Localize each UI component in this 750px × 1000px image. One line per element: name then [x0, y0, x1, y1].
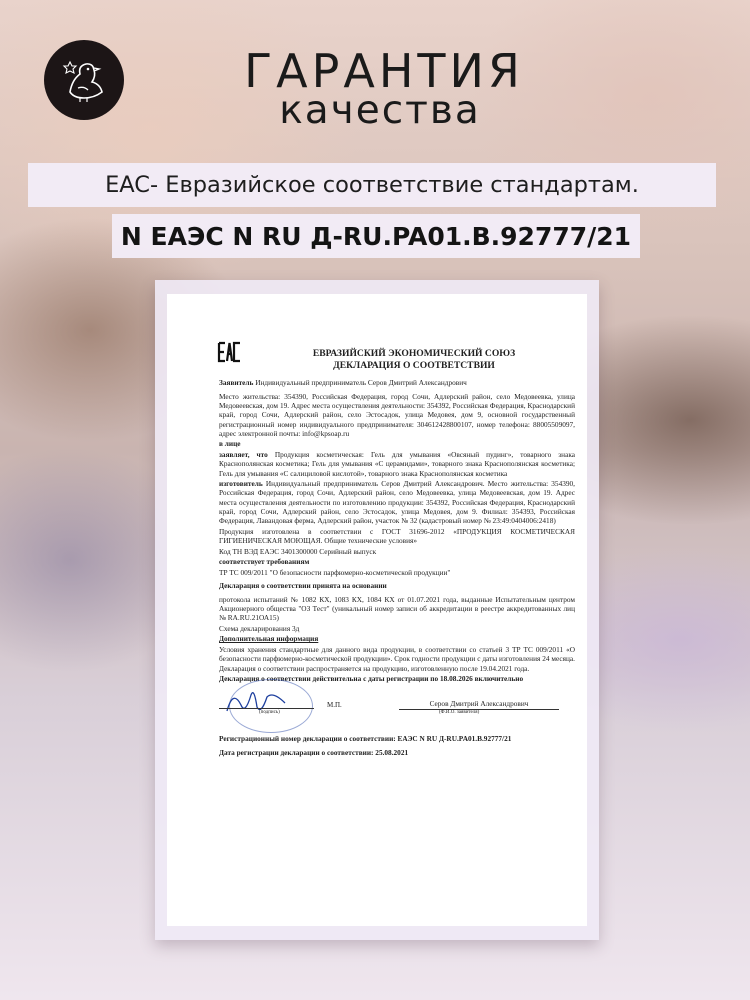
- signature-caption: (подпись): [259, 710, 280, 716]
- declaration-number-text: N ЕАЭС N RU Д-RU.PA01.B.92777/21: [120, 221, 632, 251]
- page-subtitle: качества: [279, 88, 481, 133]
- declaration-document: [167, 294, 587, 926]
- registration-number: Регистрационный номер декларации о соответствии: ЕАЭС N RU Д-RU.PA01.B.92777/21: [219, 734, 512, 744]
- certificate-frame: [155, 280, 599, 940]
- eac-description-text: EAC- Евразийское соответствие стандартам.: [105, 172, 639, 198]
- document-body: [219, 378, 575, 759]
- code-text: Код ТН ВЭД ЕАЭС 3401300000 Серийный выпуск: [219, 546, 377, 556]
- basis-label: Декларация о соответствии принята на основании: [219, 581, 387, 591]
- seal-label: М.П.: [327, 701, 342, 710]
- signature-line: [219, 708, 314, 709]
- applicant-text: Индивидуальный предприниматель Серов Дмитрий Александрович: [255, 378, 467, 387]
- declares-text: Продукция косметическая: Гель для умывания «Овсяный пудинг», товарного знака Краснополянская косметика; Гель для умывания «С церамидами», товарного знака Краснополянская косметика; Гель для умывания «С салициловой кислотой», товарного знака Краснополянская косметика: [219, 449, 575, 478]
- declaration-title: ДЕКЛАРАЦИЯ О СООТВЕТСТВИИ: [333, 359, 495, 371]
- extra-text: Условия хранения стандартные для данного вида продукции, в соответствии со статьей 3 ТР ТС 009/2011 «О безопасности парфюмерно-косметической продукции». Срок годности продукции с даты изготовления 24 месяца. Декларация о соответствии распространяется на продукцию, изготовленную после 19.04.2021 года.: [219, 644, 575, 673]
- maker-text: Индивидуальный предприниматель Серов Дмитрий Александрович. Место жительства: 354390, Российская Федерация, город Сочи, Адлерский район, село Медовеевка, улица Медовеевская, дом 19. Адрес места осуществления деятельности по изготовлению продукции: 354392, Российская Федерация, Краснодарский край, город Сочи, Адлерский район, село Эстосадок, улица Медовея, дом 9. Филиал: 354393, Российская Федерация, Лавандовая ферма, Адлерский район, участок № 32 (кадастровый номер № 23:49:0404006:2418): [219, 479, 575, 526]
- gost-text: Продукция изготовлена в соответствии с ГОСТ 31696-2012 «ПРОДУКЦИЯ КОСМЕТИЧЕСКАЯ ГИГИЕНИЧЕСКАЯ МОЮЩАЯ. Общие технические условия»: [219, 526, 575, 546]
- signature-block: [219, 693, 575, 731]
- in-person-label: в лице: [219, 439, 241, 449]
- fio-caption: (Ф.И.О. заявителя): [439, 710, 480, 716]
- declares-label: заявляет, что: [219, 449, 268, 459]
- document-header: [229, 348, 599, 371]
- scheme-text: Схема декларирования 3д: [219, 623, 300, 633]
- registration-date: Дата регистрации декларации о соответствии: 25.08.2021: [219, 747, 409, 757]
- eac-description-banner: [28, 163, 716, 207]
- basis-text: протокола испытаний № 1082 КХ, 1083 КХ, 1084 КХ от 01.07.2021 года, выданные Испытательным центром Акционерного общества "ОЗ Тест" (уникальный номер записи об аккредитации в реестре аккредитованных лиц № RA.RU.21ОА15): [219, 594, 575, 623]
- applicant-label: Заявитель: [219, 378, 254, 387]
- signer-name: Серов Дмитрий Александрович: [399, 699, 559, 709]
- validity-text: Декларация о соответствии действительна с даты регистрации по 18.08.2026 включительно: [219, 674, 524, 684]
- residence-text: Место жительства: 354390, Российская Федерация, город Сочи, Адлерский район, село Медовеевка, улица Медовеевская, дом 19. Адрес места осуществления деятельности: 354392, Российская Федерация, Краснодарский край, город Сочи, Адлерский район, село Эстосадок, улица Медовея, дом 9, основной государственный регистрационный номер индивидуального предпринимателя: 304612428800107, номер телефона: 88005509097, адрес электронной почты: info@kpsoap.ru: [219, 391, 575, 438]
- union-title: ЕВРАЗИЙСКИЙ ЭКОНОМИЧЕСКИЙ СОЮЗ: [312, 348, 516, 359]
- maker-label: изготовитель: [219, 479, 263, 489]
- declaration-number-banner: [112, 214, 640, 258]
- page-title: ГАРАНТИЯ: [244, 44, 524, 98]
- signature-icon: [223, 685, 293, 719]
- meets-label: соответствует требованиям: [219, 557, 310, 567]
- meets-text: ТР ТС 009/2011 "О безопасности парфюмерно-косметической продукции": [219, 567, 451, 577]
- extra-label: Дополнительная информация: [219, 634, 319, 644]
